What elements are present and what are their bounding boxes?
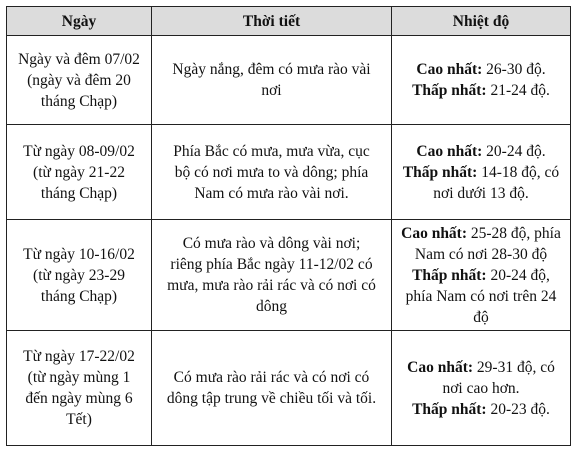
date-line: tháng Chạp) — [40, 92, 118, 110]
temperature-value: 26-30 độ. — [482, 61, 546, 78]
weather-line: Nam có mưa rào vài nơi. — [194, 184, 349, 202]
weather-line: Phía Bắc có mưa, mưa vừa, cục — [173, 142, 370, 160]
temperature-label: Thấp nhất: — [412, 82, 487, 99]
temperature-label: Cao nhất: — [401, 224, 468, 242]
temperature-line — [396, 399, 566, 420]
temperature-line — [396, 244, 566, 265]
table-row — [7, 125, 571, 220]
temperature-cell — [392, 220, 571, 331]
date-cell — [7, 331, 152, 446]
table-row — [7, 220, 571, 331]
date-line: (từ ngày 21-22 — [33, 163, 125, 181]
header-weather: Thời tiết — [152, 7, 392, 36]
weather-line: riêng phía Bắc ngày 11-12/02 có — [170, 256, 373, 273]
temperature-line — [396, 223, 566, 244]
date-line: Từ ngày 10-16/02 — [23, 245, 135, 263]
date-line: Từ ngày 08-09/02 — [23, 142, 135, 160]
weather-line: Ngày nắng, đêm có mưa rào vài — [172, 61, 371, 78]
temperature-line — [396, 59, 566, 80]
temperature-line — [396, 357, 566, 378]
table-row — [7, 36, 571, 125]
temperature-line — [396, 307, 566, 328]
temperature-value: độ — [473, 308, 489, 326]
weather-line: dông tập trung về chiều tối và tối. — [166, 390, 377, 407]
temperature-line — [396, 80, 566, 101]
temperature-cell — [392, 331, 571, 446]
temperature-line — [396, 141, 566, 162]
temperature-cell — [392, 125, 571, 220]
date-line: (từ ngày 23-29 — [33, 266, 125, 284]
temperature-label: Cao nhất: — [407, 358, 474, 376]
temperature-label: Thấp nhất: — [402, 163, 478, 181]
header-temperature: Nhiệt độ — [392, 7, 571, 36]
temperature-label: Thấp nhất: — [412, 400, 487, 418]
temperature-label: Cao nhất: — [416, 142, 483, 160]
temperature-value: 20-23 độ. — [486, 400, 550, 418]
temperature-label: Thấp nhất: — [412, 266, 487, 284]
temperature-line — [396, 183, 566, 204]
weather-cell — [152, 331, 392, 446]
temperature-line — [396, 162, 566, 183]
date-line: tháng Chạp) — [40, 287, 118, 305]
weather-line: bộ có nơi mưa to và dông; phía — [174, 163, 369, 181]
temperature-value: nơi dưới 13 độ. — [433, 184, 529, 202]
temperature-value: 29-31 độ, có — [473, 358, 555, 376]
temperature-line — [396, 286, 566, 307]
temperature-value: 21-24 độ. — [486, 82, 550, 99]
temperature-value: phía Nam có nơi trên 24 — [405, 287, 557, 305]
weather-line: Có mưa rào và dông vài nơi; — [182, 235, 361, 252]
date-line: (từ ngày mùng 1 — [27, 369, 131, 386]
table-row — [7, 331, 571, 446]
temperature-value: 20-24 độ. — [482, 142, 546, 160]
date-line: Ngày và đêm 07/02 — [18, 50, 140, 68]
temperature-label: Cao nhất: — [416, 61, 483, 78]
date-cell — [7, 36, 152, 125]
weather-line: Có mưa rào rải rác và có nơi có — [173, 369, 370, 386]
weather-cell — [152, 220, 392, 331]
weather-line: dông — [256, 298, 287, 315]
date-cell — [7, 220, 152, 331]
temperature-value: 25-28 độ, phía — [467, 224, 561, 242]
weather-cell — [152, 125, 392, 220]
temperature-value: 14-18 độ, có — [477, 163, 560, 181]
header-date: Ngày — [7, 7, 152, 36]
temperature-value: nơi cao hơn. — [442, 379, 520, 397]
weather-line: nơi — [261, 82, 282, 99]
weather-forecast-table — [6, 6, 571, 446]
date-line: Từ ngày 17-22/02 — [23, 348, 135, 365]
temperature-cell — [392, 36, 571, 125]
date-line: tháng Chạp) — [40, 184, 118, 202]
date-line: đến ngày mùng 6 — [25, 390, 133, 407]
date-line: Tết) — [66, 411, 92, 428]
weather-cell — [152, 36, 392, 125]
date-cell — [7, 125, 152, 220]
temperature-value: Nam có nơi 28-30 độ — [414, 245, 548, 263]
date-line: (ngày và đêm 20 — [27, 71, 131, 89]
temperature-line — [396, 378, 566, 399]
temperature-line — [396, 265, 566, 286]
table-header-row — [7, 7, 571, 36]
temperature-value: 20-24 độ, — [486, 266, 550, 284]
weather-line: mưa, mưa rào rải rác và có nơi có — [167, 277, 376, 294]
